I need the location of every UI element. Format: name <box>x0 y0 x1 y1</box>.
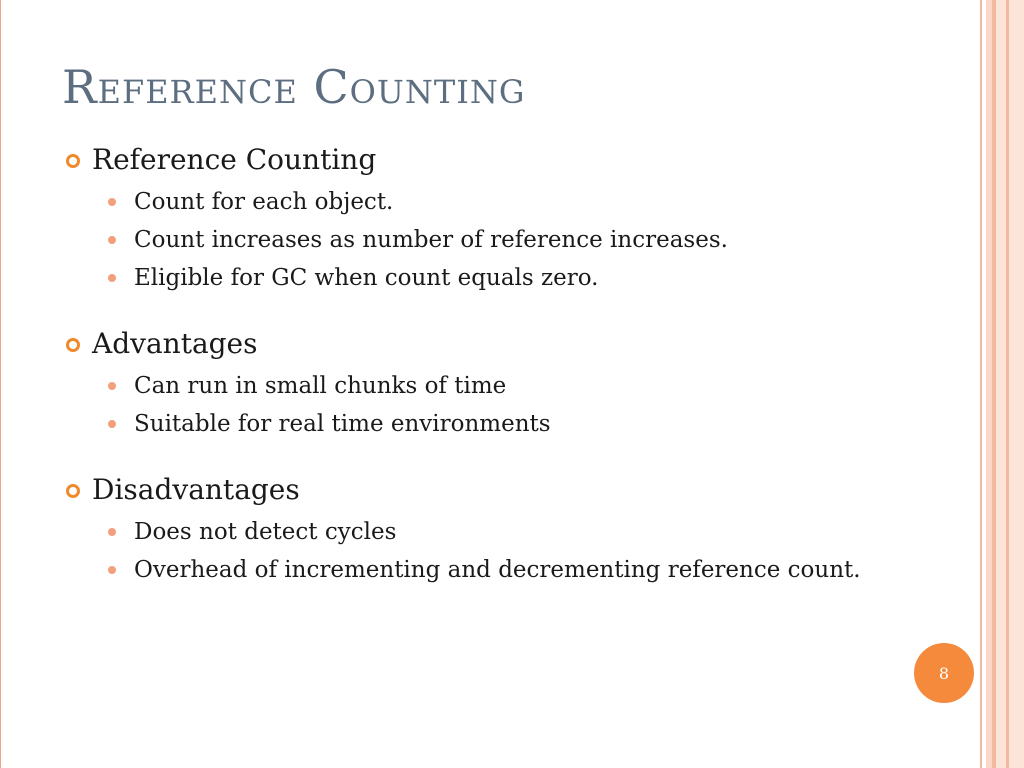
list-item <box>106 408 962 440</box>
decorative-stripe <box>980 0 982 768</box>
list-item-text: Count for each object. <box>134 189 394 215</box>
dot-bullet-icon <box>108 566 116 574</box>
list-item-text: Overhead of incrementing and decrementing reference count. <box>134 557 861 583</box>
section-reference-counting <box>62 140 962 294</box>
dot-bullet-icon <box>108 382 116 390</box>
list-item <box>106 262 962 294</box>
list-item-text: Eligible for GC when count equals zero. <box>134 265 599 291</box>
dot-bullet-icon <box>108 420 116 428</box>
decorative-stripe <box>996 0 1006 768</box>
list-item-text: Does not detect cycles <box>134 519 397 545</box>
section-heading <box>62 140 962 180</box>
page-number-badge <box>914 643 974 703</box>
list-item <box>106 370 962 402</box>
page-number: 8 <box>938 663 950 683</box>
section-heading-text: Reference Counting <box>92 143 377 176</box>
ring-bullet-icon <box>66 484 80 498</box>
dot-bullet-icon <box>108 528 116 536</box>
list-item <box>106 186 962 218</box>
list-item <box>106 516 962 548</box>
section-heading <box>62 324 962 364</box>
section-heading-text: Advantages <box>92 327 258 360</box>
list-item-text: Suitable for real time environments <box>134 411 551 437</box>
list-item-text: Count increases as number of reference increases. <box>134 227 728 253</box>
bullet-list <box>62 186 962 294</box>
bullet-list <box>62 516 962 586</box>
dot-bullet-icon <box>108 236 116 244</box>
ring-bullet-icon <box>66 154 80 168</box>
list-item-text: Can run in small chunks of time <box>134 373 507 399</box>
section-disadvantages <box>62 470 962 586</box>
slide-title: Reference Counting <box>62 60 526 114</box>
list-item <box>106 224 962 256</box>
dot-bullet-icon <box>108 198 116 206</box>
dot-bullet-icon <box>108 274 116 282</box>
left-border <box>0 0 1 768</box>
section-heading <box>62 470 962 510</box>
bullet-list <box>62 370 962 440</box>
slide-content <box>62 140 962 616</box>
list-item <box>106 554 962 586</box>
decorative-stripe <box>1009 0 1024 768</box>
section-heading-text: Disadvantages <box>92 473 300 506</box>
ring-bullet-icon <box>66 338 80 352</box>
section-advantages <box>62 324 962 440</box>
